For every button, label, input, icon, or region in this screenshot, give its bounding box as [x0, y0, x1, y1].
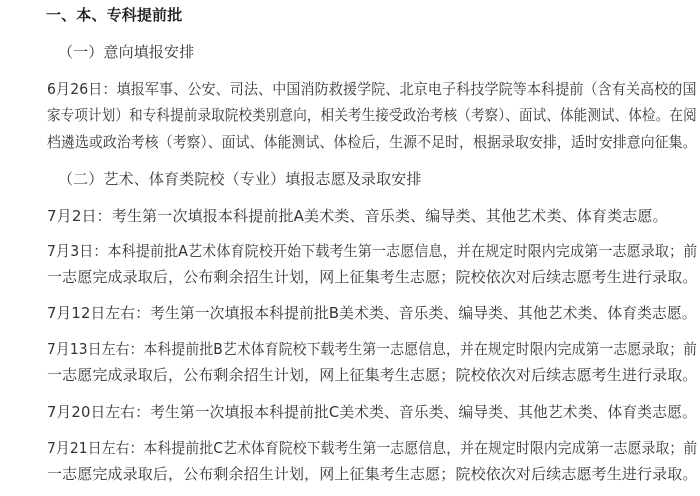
entry-jul-2-line-1: 7月2日：考生第一次填报本科提前批A美术类、音乐类、编导类、其他艺术类、体育类志愿。 — [47, 207, 668, 225]
entry-jul-20-line-1: 7月20日左右：考生第一次填报本科提前批C美术类、音乐类、编导类、其他艺术类、体育类志愿。 — [47, 403, 697, 421]
entry-jul-13-line-2: 一志愿完成录取后，公布剩余招生计划，网上征集考生志愿；院校依次对后续志愿考生进行录取。 — [47, 366, 698, 384]
entry-jul-21-line-1: 7月21日左右：本科提前批C艺术体育院校下载考生第一志愿信息，并在规定时限内完成第一志愿录取；前 — [47, 439, 698, 457]
section2-title: （二）艺术、体育类院校（专业）填报志愿及录取安排 — [58, 170, 422, 188]
entry-jul-13-line-1: 7月13日左右：本科提前批B艺术体育院校下载考生第一志愿信息，并在规定时限内完成第一志愿录取；前 — [47, 340, 698, 358]
entry-jul-3-line-2: 一志愿完成录取后，公布剩余招生计划，网上征集考生志愿；院校依次对后续志愿考生进行录取。 — [47, 268, 698, 286]
entry-jul-3-line-1: 7月3日：本科提前批A艺术体育院校开始下载考生第一志愿信息，并在规定时限内完成第一志愿录取；前 — [47, 242, 698, 260]
section1-paragraph-line-1: 6月26日：填报军事、公安、司法、中国消防救援学院、北京电子科技学院等本科提前（含有关高校的国 — [47, 80, 697, 98]
section1-paragraph-line-2: 家专项计划）和专科提前录取院校类别意向，相关考生接受政治考核（考察）、面试、体能测试、体检。在阅 — [47, 106, 697, 124]
entry-jul-21-line-2: 一志愿完成录取后，公布剩余招生计划，网上征集考生志愿；院校依次对后续志愿考生进行录取。 — [47, 465, 698, 483]
section1-paragraph-line-3: 档遴选或政治考核（考察）、面试、体能测试、体检后，生源不足时，根据录取安排，适时安排意向征集。 — [47, 133, 697, 151]
heading-main: 一、本、专科提前批 — [46, 6, 183, 24]
entry-jul-12-line-1: 7月12日左右：考生第一次填报本科提前批B美术类、音乐类、编导类、其他艺术类、体育类志愿。 — [47, 304, 697, 322]
section1-title: （一）意向填报安排 — [58, 43, 195, 61]
